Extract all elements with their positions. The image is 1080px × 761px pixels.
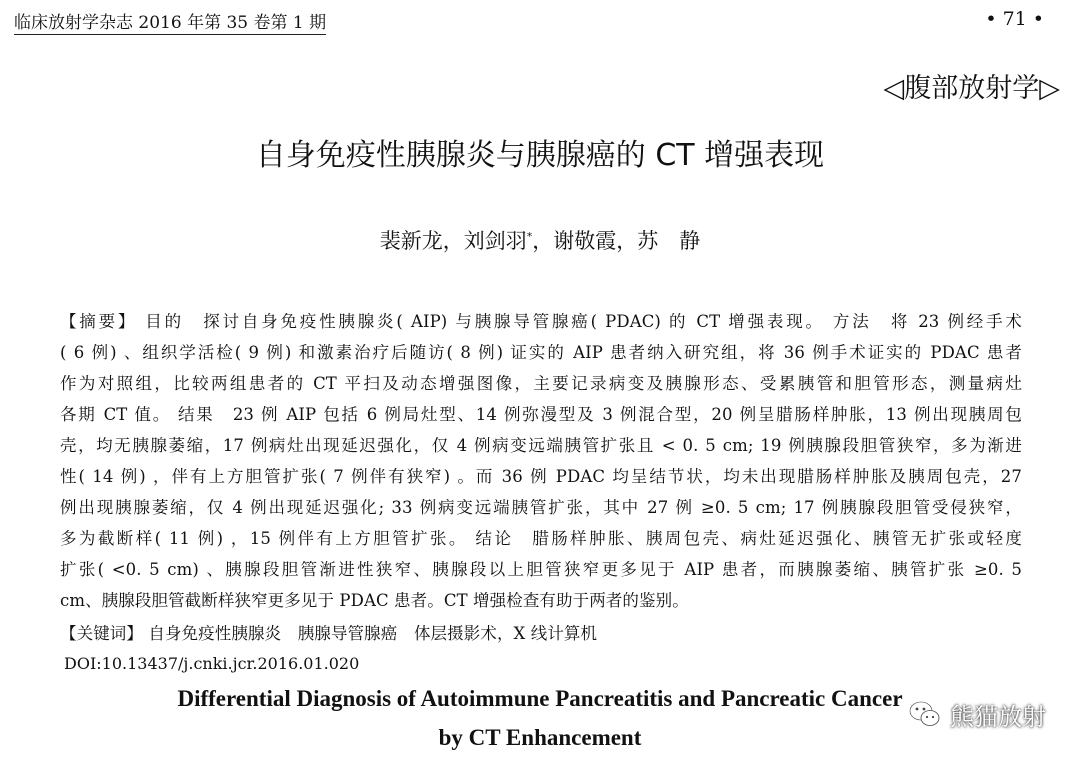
abstract-line: 作为对照组，比较两组患者的 CT 平扫及动态增强图像，主要记录病变及胰腺形态、受累胰管和胆管形态，测量病灶 (60, 374, 1022, 393)
keywords: 【关键词】 自身免疫性胰腺炎 胰腺导管腺癌 体层摄影术，X 线计算机 (60, 624, 598, 643)
corresponding-author-mark: * (526, 230, 533, 243)
abstract-line: 多为截断样( 11 例) ，15 例伴有上方胆管扩张。 结论 腊肠样肿胀、胰周包壳、病灶延迟强化、胰管无扩张或轻度 (60, 529, 1022, 548)
abstract-line: ( 6 例) 、组织学活检( 9 例) 和激素治疗后随访( 8 例) 证实的 AIP 患者纳入研究组，将 36 例手术证实的 PDAC 患者 (60, 343, 1022, 362)
doi: DOI:10.13437/j.cnki.jcr.2016.01.020 (64, 654, 360, 673)
abstract-line: 【摘要】 目的 探讨自身免疫性胰腺炎( AIP) 与胰腺导管腺癌( PDAC) 的 CT 增强表现。 方法 将 23 例经手术 (60, 312, 1022, 331)
abstract-line: cm、胰腺段胆管截断样狭窄更多见于 PDAC 患者。CT 增强检查有助于两者的鉴别。 (60, 591, 689, 610)
wechat-icon (908, 699, 942, 729)
authors-rest: ，谢敬霞，苏 静 (532, 229, 701, 253)
watermark-text: 熊猫放射 (950, 702, 1046, 731)
abstract-line: 例出现胰腺萎缩，仅 4 例出现延迟强化; 33 例病变远端胰管扩张，其中 27 例 ≥0. 5 cm; 17 例胰腺段胆管受侵狭窄， (60, 498, 1022, 517)
english-title-line-1: Differential Diagnosis of Autoimmune Pancreatitis and Pancreatic Cancer (177, 686, 903, 711)
english-title-line-2: by CT Enhancement (438, 725, 642, 750)
page-number: • 71 • (985, 8, 1044, 30)
abstract-line: 性( 14 例) ，伴有上方胆管扩张( 7 例伴有狭窄) 。而 36 例 PDAC 均呈结节状，均未出现腊肠样肿胀及胰周包壳，27 (60, 467, 1022, 486)
article-title: 自身免疫性胰腺炎与胰腺癌的 CT 增强表现 (255, 138, 825, 173)
watermark (908, 694, 1046, 734)
abstract-line: 壳，均无胰腺萎缩，17 例病灶出现延迟强化，仅 4 例病变远端胰管扩张且 < 0. 5 cm; 19 例胰腺段胆管狭窄，多为渐进 (60, 436, 1022, 455)
journal-header: 临床放射学杂志 2016 年第 35 卷第 1 期 (14, 8, 326, 35)
abstract-line: 扩张( <0. 5 cm) 、胰腺段胆管渐进性狭窄、胰腺段以上胆管狭窄更多见于 AIP 患者，而胰腺萎缩、胰管扩张 ≥0. 5 (60, 560, 1022, 579)
authors-first: 裴新龙，刘剑羽 (379, 229, 527, 253)
author-list (0, 225, 1080, 255)
abstract-line: 各期 CT 值。 结果 23 例 AIP 包括 6 例局灶型、14 例弥漫型及 3 例混合型，20 例呈腊肠样肿胀，13 例出现胰周包 (60, 405, 1022, 424)
section-label: ◁腹部放射学▷ (883, 73, 1060, 104)
